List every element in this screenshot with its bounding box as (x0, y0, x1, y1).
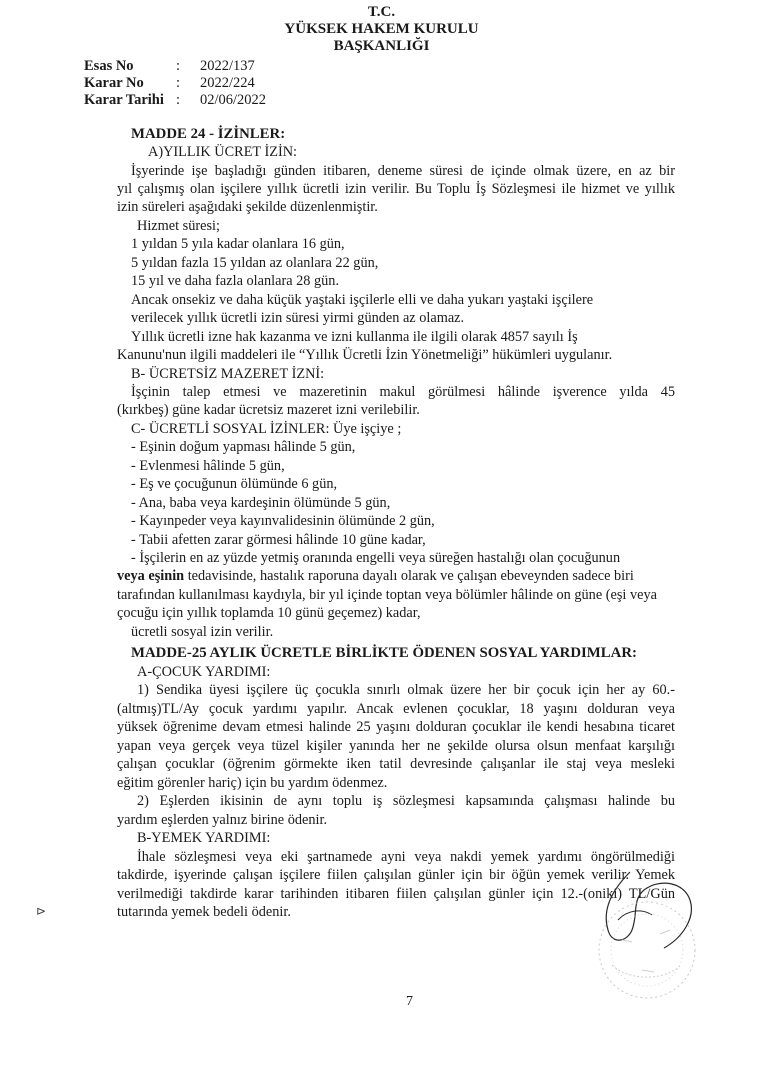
madde24-a-p1-line: izin süreleri aşağıdaki şekilde düzenlenmiştir. (117, 199, 378, 215)
madde24-title: MADDE 24 - İZİNLER: (131, 126, 286, 142)
madde24-b-p-line: (kırkbeş) güne kadar ücretsiz mazeret izni verilebilir. (117, 402, 420, 418)
madde25-b-p-line: takdirde, işyerinde çalışan işçilere fiilen çalışılan günler için bir öğün yemek verilir. Yemek (117, 867, 675, 883)
meta-colon: : (176, 92, 181, 108)
madde24-hizmet: Hizmet süresi; (137, 218, 220, 234)
madde24-a-p2-line: Ancak onsekiz ve daha küçük yaştaki işçilerle elli ve daha yukarı yaştaki işçilere (131, 292, 594, 308)
meta-label-esas: Esas No (84, 58, 134, 74)
madde24-c-item: - Kayınpeder veya kayınvalidesinin ölümünde 2 gün, (131, 513, 435, 529)
madde24-period: 1 yıldan 5 yıla kadar olanlara 16 gün, (131, 236, 345, 252)
meta-label-tarih: Karar Tarihi (84, 92, 164, 108)
madde24-c-last-line (117, 568, 634, 585)
meta-value-karar: 2022/224 (200, 75, 255, 91)
madde25-a-p1-line: 1) Sendika üyesi işçilere üç çocukla sınırlı olmak üzere her bir çocuk için her ay 60.- (137, 682, 675, 698)
madde24-c-item: - İşçilerin en az yüzde yetmiş oranında engelli veya süreğen hastalığı olan çocuğunun (131, 550, 621, 566)
madde25-b-title: B-YEMEK YARDIMI: (137, 830, 271, 846)
madde24-c-item: - Eş ve çocuğunun ölümünde 6 gün, (131, 476, 338, 492)
header-court-name: YÜKSEK HAKEM KURULU (284, 21, 479, 37)
page-number: 7 (406, 994, 413, 1009)
madde24-b-p-line: İşçinin talep etmesi ve mazeretinin makul görülmesi hâlinde işverence yılda 45 (131, 384, 675, 400)
madde24-a-title: A)YILLIK ÜCRET İZİN: (148, 144, 298, 160)
madde25-a-p1-line: çalışan çocuklar (öğrenim görmekte iken tatil devresinde çalışanlar ile staj veya mesleki (117, 756, 675, 772)
meta-colon: : (176, 58, 181, 74)
madde24-period: 5 yıldan fazla 15 yıldan az olanlara 22 gün, (131, 255, 379, 271)
madde25-a-p1-line: eğitim görenler hariç) için bu yardım ödenmez. (117, 775, 388, 791)
madde24-c-bold-phrase: veya eşinin (117, 568, 185, 584)
meta-label-karar: Karar No (84, 75, 144, 91)
madde25-a-p1-line: yapan veya gerçek veya tüzel kişiler yanında her ne şekilde olursa olsun menfaat karşılığı (117, 738, 675, 754)
madde24-c-item: - Tabii afetten zarar görmesi hâlinde 10 güne kadar, (131, 532, 426, 548)
meta-colon: : (176, 75, 181, 91)
madde24-c-title: C- ÜCRETLİ SOSYAL İZİNLER: Üye işçiye ; (131, 421, 402, 437)
madde24-c-item: - Eşinin doğum yapması hâlinde 5 gün, (131, 439, 356, 455)
madde25-a-p1-line: yüksek öğrenime devam etmesi halinde 25 yaşını dolduran çocuklar ile kendi hesabına ticaret (117, 719, 675, 735)
header-tc: T.C. (367, 4, 396, 20)
madde25-a-p1-line: (altmış)TL/Ay çocuk yardımı yapılır. Ancak evlenen çocuklar, 18 yaşını dolduran veya (117, 701, 675, 717)
margin-arrow-icon: ⊳ (36, 904, 47, 918)
madde24-c-item: - Evlenmesi hâlinde 5 gün, (131, 458, 285, 474)
madde25-b-p-line: tutarında yemek bedeli ödenir. (117, 904, 291, 920)
madde24-a-p3-line: Yıllık ücretli izne hak kazanma ve izni kullanma ile ilgili olarak 4857 sayılı İş (131, 329, 578, 345)
meta-value-tarih: 02/06/2022 (200, 92, 267, 108)
madde24-c-item: - Ana, baba veya kardeşinin ölümünde 5 gün, (131, 495, 391, 511)
madde24-a-p3-line: Kanunu'nun ilgili maddeleri ile “Yıllık Ücretli İzin Yönetmeliği” hükümleri uygulanır. (117, 347, 613, 363)
madde24-a-p1-line: yıl çalışmış olan işçilere yıllık ücretli izin verilir. Bu Toplu İş Sözleşmesi ile hizmet ve yıllık (117, 181, 675, 197)
header-presidency: BAŞKANLIĞI (333, 38, 430, 54)
madde25-a-title: A-ÇOCUK YARDIMI: (137, 664, 271, 680)
madde25-a-p2-line: yardım eşlerden yalnız birine ödenir. (117, 812, 328, 828)
madde25-b-p-line: verilmediği takdirde karar tarihinden itibaren fiilen çalışılan günler için 12.-(oniki) TL/Gün (117, 886, 675, 902)
madde24-b-title: B- ÜCRETSİZ MAZERET İZNİ: (131, 366, 325, 382)
madde24-a-p1-line: İşyerinde işe başladığı günden itibaren, deneme süresi de içinde olmak üzere, en az bir (131, 163, 675, 179)
madde25-a-p2-line: 2) Eşlerden ikisinin de aynı toplu iş sözleşmesi kapsamında çalışması halinde bu (137, 793, 675, 809)
meta-value-esas: 2022/137 (200, 58, 255, 74)
madde25-b-p-line: İhale sözleşmesi veya eki şartnamede ayni veya nakdi yemek yardımı öngörülmediği (137, 849, 675, 865)
madde24-c-last-line: çocuğu için yıllık toplamda 10 günü geçemez) kadar, (117, 605, 421, 621)
madde24-c-last-rest: tedavisinde, hastalık raporuna dayalı olarak ve çalışan ebeveynden sadece biri (184, 568, 634, 584)
signature-stamp-icon (572, 870, 722, 1010)
madde25-title: MADDE-25 AYLIK ÜCRETLE BİRLİKTE ÖDENEN SOSYAL YARDIMLAR: (131, 645, 637, 661)
madde24-c-last-line: tarafından kullanılması kaydıyla, bir yıl içinde toptan veya bölümler hâlinde on güne (eşi veya (117, 587, 657, 603)
madde24-a-p2-line: verilecek yıllık ücretli izin süresi yirmi günden az olamaz. (131, 310, 465, 326)
madde24-period: 15 yıl ve daha fazla olanlara 28 gün. (131, 273, 340, 289)
madde24-c-last-line: ücretli sosyal izin verilir. (131, 624, 274, 640)
